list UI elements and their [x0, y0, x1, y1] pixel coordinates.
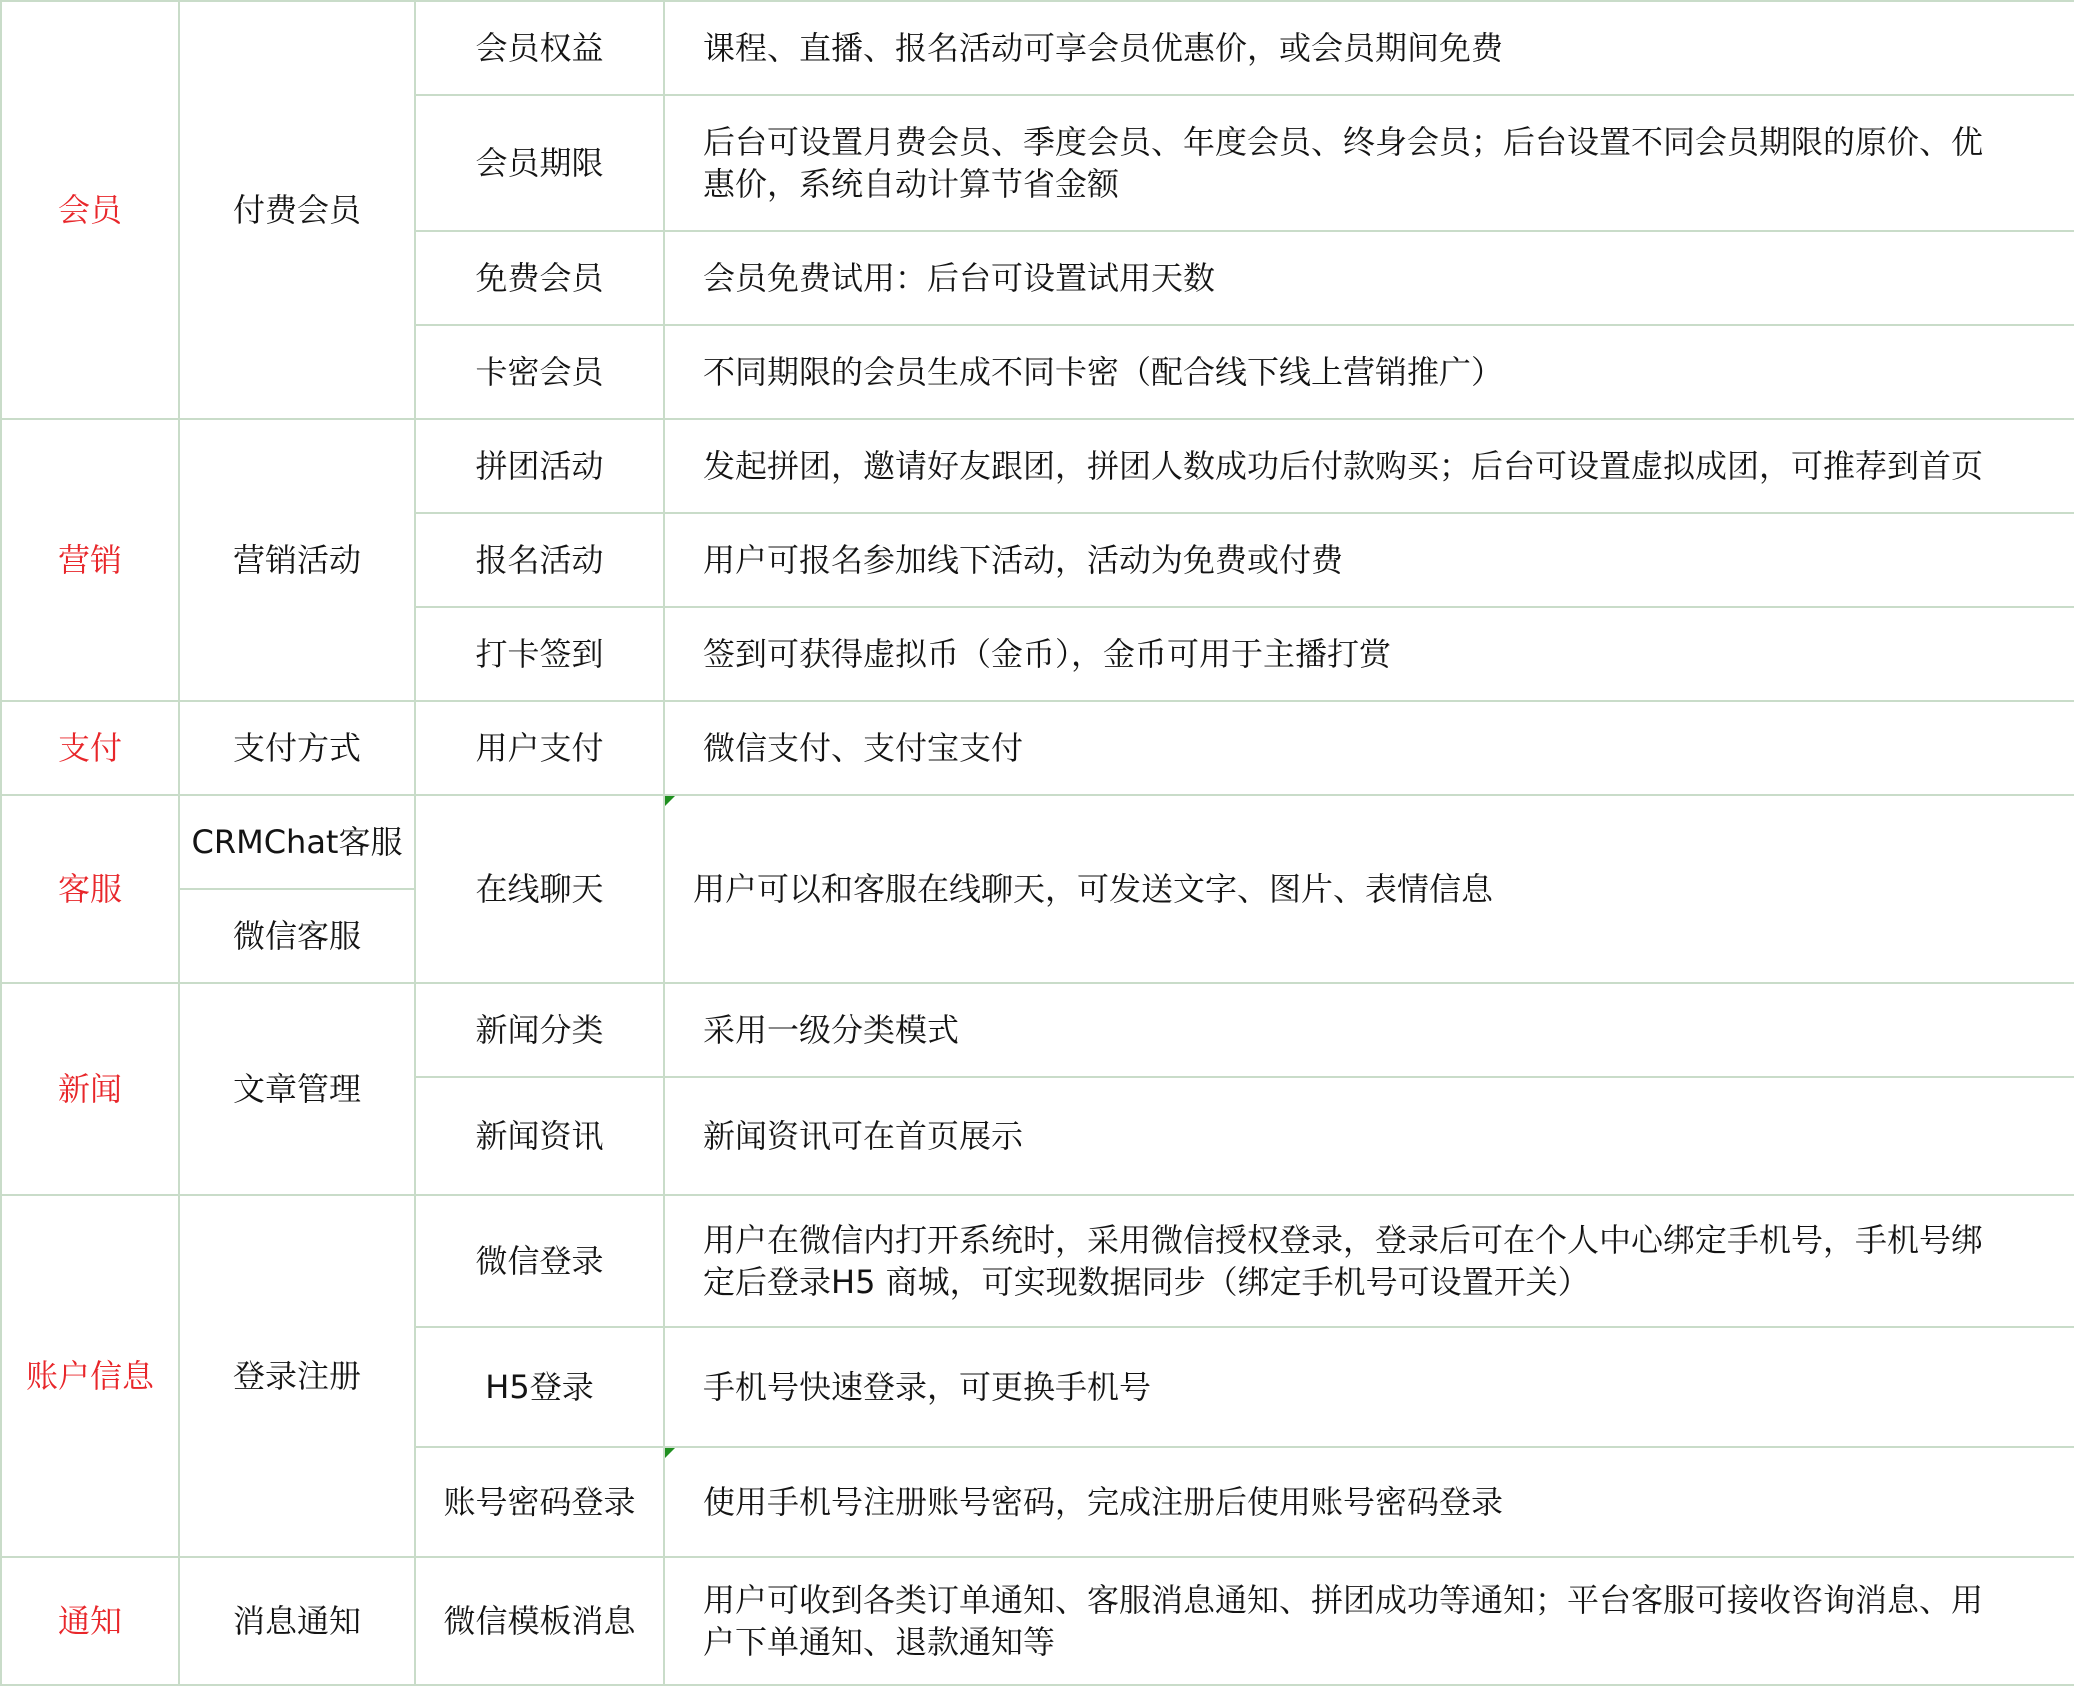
description-cell: 签到可获得虚拟币（金币），金币可用于主播打赏: [664, 607, 2074, 701]
submodule-cell: 付费会员: [179, 1, 415, 419]
module-cell: 账户信息: [1, 1195, 179, 1557]
description-cell: 课程、直播、报名活动可享会员优惠价，或会员期间免费: [664, 1, 2074, 95]
feature-cell: 新闻资讯: [415, 1077, 664, 1195]
module-cell: 营销: [1, 419, 179, 701]
feature-cell: 卡密会员: [415, 325, 664, 419]
submodule-cell: 营销活动: [179, 419, 415, 701]
feature-cell: 微信登录: [415, 1195, 664, 1327]
feature-cell: H5登录: [415, 1327, 664, 1447]
feature-cell: 会员权益: [415, 1, 664, 95]
table-row: [1, 1195, 2074, 1327]
module-cell: 新闻: [1, 983, 179, 1195]
submodule-cell: 消息通知: [179, 1557, 415, 1685]
feature-cell: 报名活动: [415, 513, 664, 607]
description-cell: 用户在微信内打开系统时，采用微信授权登录，登录后可在个人中心绑定手机号，手机号绑 定后登录H5 商城，可实现数据同步（绑定手机号可设置开关）: [664, 1195, 2074, 1327]
submodule-cell: 支付方式: [179, 701, 415, 795]
module-cell: 会员: [1, 1, 179, 419]
description-cell: 用户可收到各类订单通知、客服消息通知、拼团成功等通知；平台客服可接收咨询消息、用 户下单通知、退款通知等: [664, 1557, 2074, 1685]
description-text: 使用手机号注册账号密码，完成注册后使用账号密码登录: [703, 1483, 1504, 1521]
feature-cell: 新闻分类: [415, 983, 664, 1077]
table-row: [1, 419, 2074, 513]
submodule-cell: 登录注册: [179, 1195, 415, 1557]
table-row: [1, 1, 2074, 95]
description-text: 用户可以和客服在线聊天，可发送文字、图片、表情信息: [693, 870, 1494, 908]
table-row: [1, 1557, 2074, 1685]
description-cell: [664, 1447, 2074, 1557]
description-cell: 会员免费试用：后台可设置试用天数: [664, 231, 2074, 325]
description-cell: 采用一级分类模式: [664, 983, 2074, 1077]
submodule-cell: 文章管理: [179, 983, 415, 1195]
description-cell: [664, 795, 2074, 983]
feature-cell: 账号密码登录: [415, 1447, 664, 1557]
feature-cell: 会员期限: [415, 95, 664, 231]
description-cell: 发起拼团，邀请好友跟团，拼团人数成功后付款购买；后台可设置虚拟成团，可推荐到首页: [664, 419, 2074, 513]
table-row: [1, 701, 2074, 795]
table-row: [1, 795, 2074, 889]
comment-marker-icon: [665, 796, 675, 806]
module-cell: 通知: [1, 1557, 179, 1685]
feature-cell: 拼团活动: [415, 419, 664, 513]
feature-cell: 免费会员: [415, 231, 664, 325]
description-cell: 微信支付、支付宝支付: [664, 701, 2074, 795]
description-cell: 用户可报名参加线下活动，活动为免费或付费: [664, 513, 2074, 607]
module-cell: 支付: [1, 701, 179, 795]
description-cell: 后台可设置月费会员、季度会员、年度会员、终身会员；后台设置不同会员期限的原价、优 惠价，系统自动计算节省金额: [664, 95, 2074, 231]
feature-cell: 用户支付: [415, 701, 664, 795]
feature-cell: 打卡签到: [415, 607, 664, 701]
description-cell: 手机号快速登录，可更换手机号: [664, 1327, 2074, 1447]
comment-marker-icon: [665, 1448, 675, 1458]
table-row: [1, 983, 2074, 1077]
description-cell: 新闻资讯可在首页展示: [664, 1077, 2074, 1195]
module-cell: 客服: [1, 795, 179, 983]
feature-cell: 微信模板消息: [415, 1557, 664, 1685]
submodule-cell: 微信客服: [179, 889, 415, 983]
description-cell: 不同期限的会员生成不同卡密（配合线下线上营销推广）: [664, 325, 2074, 419]
feature-cell: 在线聊天: [415, 795, 664, 983]
submodule-cell: CRMChat客服: [179, 795, 415, 889]
